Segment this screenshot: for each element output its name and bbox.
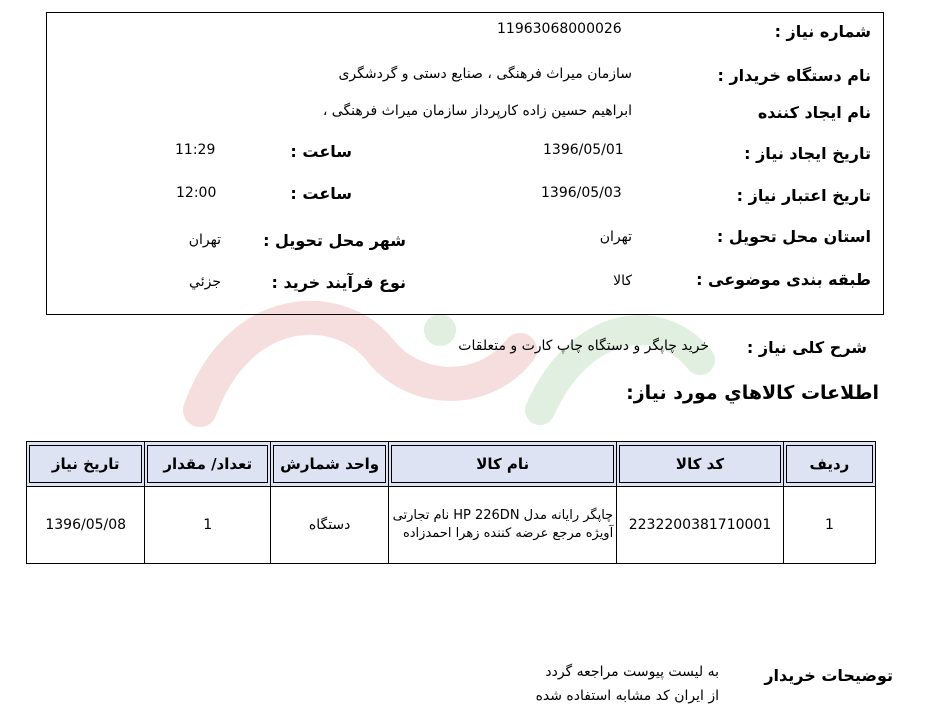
buyer-notes-line-2: از ایران کد مشابه استفاده شده	[535, 688, 719, 704]
col-header-name: نام کالا	[389, 442, 617, 487]
purchase-process-label: نوع فرآیند خرید :	[271, 273, 406, 292]
category-label: طبقه بندی موضوعی :	[696, 270, 871, 289]
delivery-province-value: تهران	[599, 229, 632, 245]
valid-date-label: تاریخ اعتبار نیاز :	[736, 186, 871, 205]
cell-qty: 1	[145, 487, 271, 564]
delivery-city-value: تهران	[188, 232, 221, 248]
items-section-title: اطلاعات کالاهاي مورد نیاز:	[626, 382, 879, 404]
col-header-qty: تعداد/ مقدار	[145, 442, 271, 487]
valid-time-label: ساعت :	[290, 184, 352, 203]
buyer-notes-label: توضیحات خریدار	[764, 666, 893, 685]
buyer-org-label: نام دستگاه خریدار :	[717, 66, 871, 85]
delivery-province-label: استان محل تحویل :	[716, 227, 871, 246]
created-time-value: 11:29	[175, 142, 216, 158]
cell-unit: دستگاه	[271, 487, 389, 564]
buyer-notes-line-1: به لیست پیوست مراجعه گردد	[545, 664, 719, 680]
need-number-label: شماره نیاز :	[774, 22, 871, 41]
col-header-unit: واحد شمارش	[271, 442, 389, 487]
description-value: خرید چاپگر و دستگاه چاپ کارت و متعلقات	[458, 338, 709, 354]
category-value: کالا	[613, 273, 632, 289]
col-header-row: ردیف	[783, 442, 875, 487]
created-time-label: ساعت :	[290, 142, 352, 161]
created-date-label: تاریخ ایجاد نیاز :	[744, 144, 871, 163]
cell-code: 2232200381710001	[617, 487, 784, 564]
creator-label: نام ایجاد کننده	[757, 103, 871, 122]
cell-row: 1	[783, 487, 875, 564]
valid-date-value: 1396/05/03	[541, 185, 622, 201]
creator-value: ابراهیم حسین زاده کارپرداز سازمان میراث فرهنگی ،	[322, 103, 632, 119]
buyer-org-value: سازمان میراث فرهنگی ، صنایع دستی و گردشگری	[338, 66, 632, 82]
created-date-value: 1396/05/01	[543, 142, 624, 158]
cell-date: 1396/05/08	[27, 487, 145, 564]
col-header-code: کد کالا	[617, 442, 784, 487]
col-header-date: تاریخ نیاز	[27, 442, 145, 487]
need-number-value: 11963068000026	[497, 21, 622, 37]
purchase-process-value: جزئي	[189, 274, 221, 290]
items-table	[26, 441, 876, 564]
table-row	[27, 487, 876, 564]
description-label: شرح کلی نیاز :	[746, 338, 867, 357]
cell-name: چاپگر رایانه مدل HP 226DN نام تجارتی آویژه مرجع عرضه کننده زهرا احمدزاده	[389, 487, 617, 564]
valid-time-value: 12:00	[176, 185, 217, 201]
delivery-city-label: شهر محل تحویل :	[263, 231, 406, 250]
